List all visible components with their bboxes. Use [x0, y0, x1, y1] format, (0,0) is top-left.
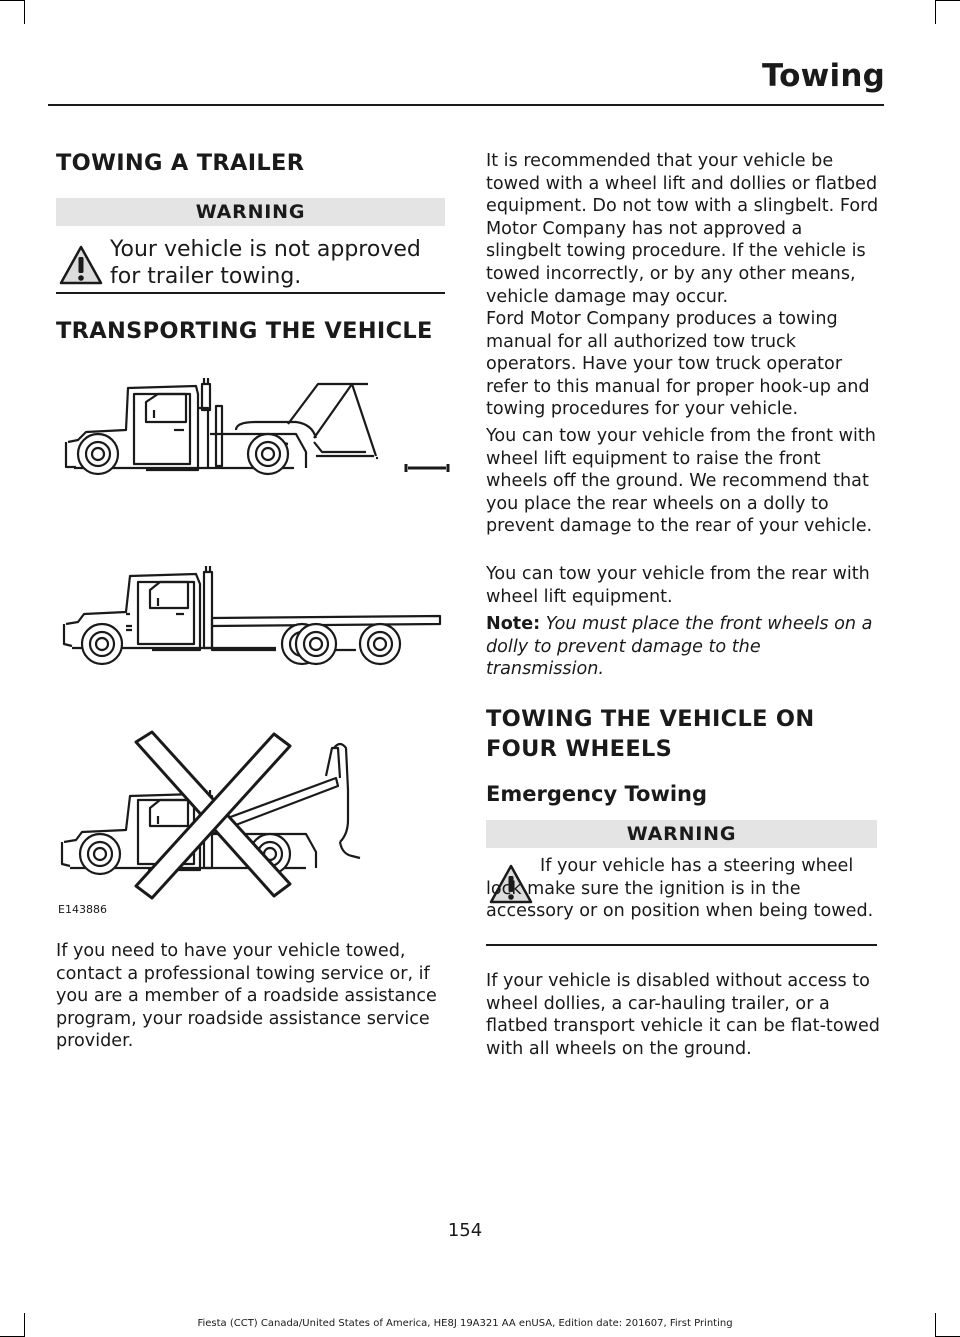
warning-bar [486, 820, 877, 848]
heading-four-wheels-line1: TOWING THE VEHICLE ON [486, 706, 815, 732]
heading-four-wheels-line2: FOUR WHEELS [486, 736, 673, 762]
paragraph-wheel-lift: It is recommended that your vehicle be towed with a wheel lift and dollies or flatbed equipment. Do not tow with a slingbelt. Ford Motor Company has not approved a slingbelt towing procedure. If the vehicle is towed incorrectly, or by any other means, vehicle damage may occur. [486, 151, 879, 307]
heading-emergency-towing: Emergency Towing [486, 782, 708, 806]
crop-mark [935, 0, 936, 24]
header-rule [48, 104, 884, 106]
warning-text-steering-lock: If your vehicle has a steering wheel lock make sure the ignition is in the accessory or on position when being towed. [486, 856, 874, 922]
note-label: Note: [486, 614, 541, 634]
paragraph-tow-front: You can tow your vehicle from the front with wheel lift equipment to raise the front wheels off the ground. We recommend that you place the rear wheels on a dolly to prevent damage to the rear of your vehicle. [486, 426, 876, 537]
page-title: Towing [761, 58, 885, 94]
crop-mark [0, 0, 24, 1]
paragraph-tow-service: If you need to have your vehicle towed, contact a professional towing service or, if you are a member of a roadside assistance program, your roadside assistance service provider. [56, 941, 437, 1052]
page-number: 154 [447, 1220, 483, 1241]
warning-bar [56, 198, 445, 226]
warning-label: WARNING [195, 201, 306, 223]
slingbelt-tow-truck-crossed-illustration [56, 730, 376, 910]
paragraph-flat-towed: If your vehicle is disabled without access to wheel dollies, a car-hauling trailer, or a flatbed transport vehicle it can be flat-towed with all wheels on the ground. [486, 971, 880, 1059]
warning-text-trailer: Your vehicle is not approved for trailer towing. [110, 237, 421, 289]
warning-triangle-icon [58, 244, 104, 286]
note-transmission [486, 613, 880, 681]
crop-mark [936, 0, 960, 1]
paragraph-towing-manual: Ford Motor Company produces a towing manual for all authorized tow truck operators. Have your tow truck operator refer to this manual for proper hook-up and towing procedures for your vehicle. [486, 309, 870, 420]
note-text: You must place the front wheels on a dolly to prevent damage to the transmission. [486, 614, 873, 680]
warning-rule [56, 292, 445, 294]
flatbed-tow-truck-illustration [56, 566, 448, 676]
warning-label: WARNING [626, 823, 737, 845]
figure-code: E143886 [58, 903, 107, 916]
heading-transporting: TRANSPORTING THE VEHICLE [56, 318, 433, 344]
warning-rule [486, 944, 877, 946]
footer-edition: Fiesta (CCT) Canada/United States of America, HE8J 19A321 AA enUSA, Edition date: 201607, First Printing [197, 1318, 733, 1329]
crop-mark [935, 1313, 936, 1337]
crop-mark [24, 0, 25, 24]
wheel-lift-tow-truck-illustration [56, 372, 456, 497]
heading-towing-trailer: TOWING A TRAILER [56, 150, 305, 176]
paragraph-tow-rear: You can tow your vehicle from the rear with wheel lift equipment. [486, 564, 870, 607]
